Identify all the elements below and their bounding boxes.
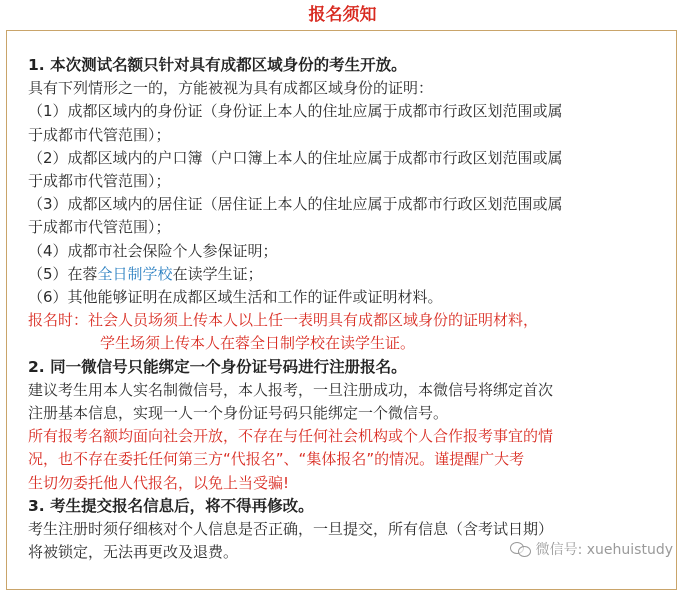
section-1-intro: 具有下列情形之一的，方能被视为具有成都区域身份的证明： [28, 79, 434, 98]
item-1-line-2: 于成都市代管范围）； [28, 125, 171, 144]
item-1-line-1: （1）成都区域内的身份证（身份证上本人的住址应属于成都市行政区划范围或属 [28, 102, 563, 121]
section-3-para-line-1: 考生注册时须仔细核对个人信息是否正确，一旦提交，所有信息（含考试日期） [28, 520, 554, 539]
section-2-warning-line-2: 况，也不存在委托任何第三方“代报名”、“集体报名”的情况。谨提醒广大考 [28, 450, 525, 469]
registration-note-line-1: 报名时：社会人员场须上传本人以上任一表明具有成都区域身份的证明材料， [28, 311, 539, 330]
item-5 [28, 263, 668, 286]
item-5-suffix: 在读学生证； [172, 264, 263, 283]
item-2-line-2: 于成都市代管范围）； [28, 172, 171, 191]
wechat-icon [510, 541, 532, 557]
item-5-link[interactable]: 全日制学校 [97, 264, 173, 283]
item-3-line-1: （3）成都区域内的居住证（居住证上本人的住址应属于成都市行政区划范围或属 [28, 195, 563, 214]
watermark-text: 微信号: xuehuistudy [535, 542, 673, 558]
item-5-prefix: （5）在蓉 [28, 264, 98, 283]
section-2-warning-line-1: 所有报考名额均面向社会开放，不存在与任何社会机构或个人合作报考事宜的情 [28, 427, 554, 446]
item-4: （4）成都市社会保险个人参保证明； [28, 241, 278, 260]
watermark [510, 539, 673, 559]
section-2-para-line-2: 注册基本信息，实现一人一个身份证号码只能绑定一个微信号。 [28, 404, 449, 423]
item-2-line-1: （2）成都区域内的户口簿（户口簿上本人的住址应属于成都市行政区划范围或属 [28, 148, 563, 167]
section-2-heading: 2. 同一微信号只能绑定一个身份证号码进行注册报名。 [28, 357, 407, 376]
notice-content [28, 54, 668, 564]
registration-note-line-2: 学生场须上传本人在蓉全日制学校在读学生证。 [100, 334, 416, 353]
item-6: （6）其他能够证明在成都区域生活和工作的证件或证明材料。 [28, 288, 443, 307]
page-title: 报名须知 [308, 5, 377, 25]
section-1-heading: 1. 本次测试名额只针对具有成都区域身份的考生开放。 [28, 56, 407, 74]
section-3-para-line-2: 将被锁定，无法再更改及退费。 [28, 543, 239, 562]
section-2-para-line-1: 建议考生用本人实名制微信号，本人报考，一旦注册成功，本微信号将绑定首次 [28, 380, 554, 399]
section-2-warning-line-3: 生切勿委托他人代报名，以免上当受骗! [28, 473, 290, 492]
section-3-heading: 3. 考生提交报名信息后，将不得再修改。 [28, 496, 314, 515]
item-3-line-2: 于成都市代管范围）； [28, 218, 171, 237]
